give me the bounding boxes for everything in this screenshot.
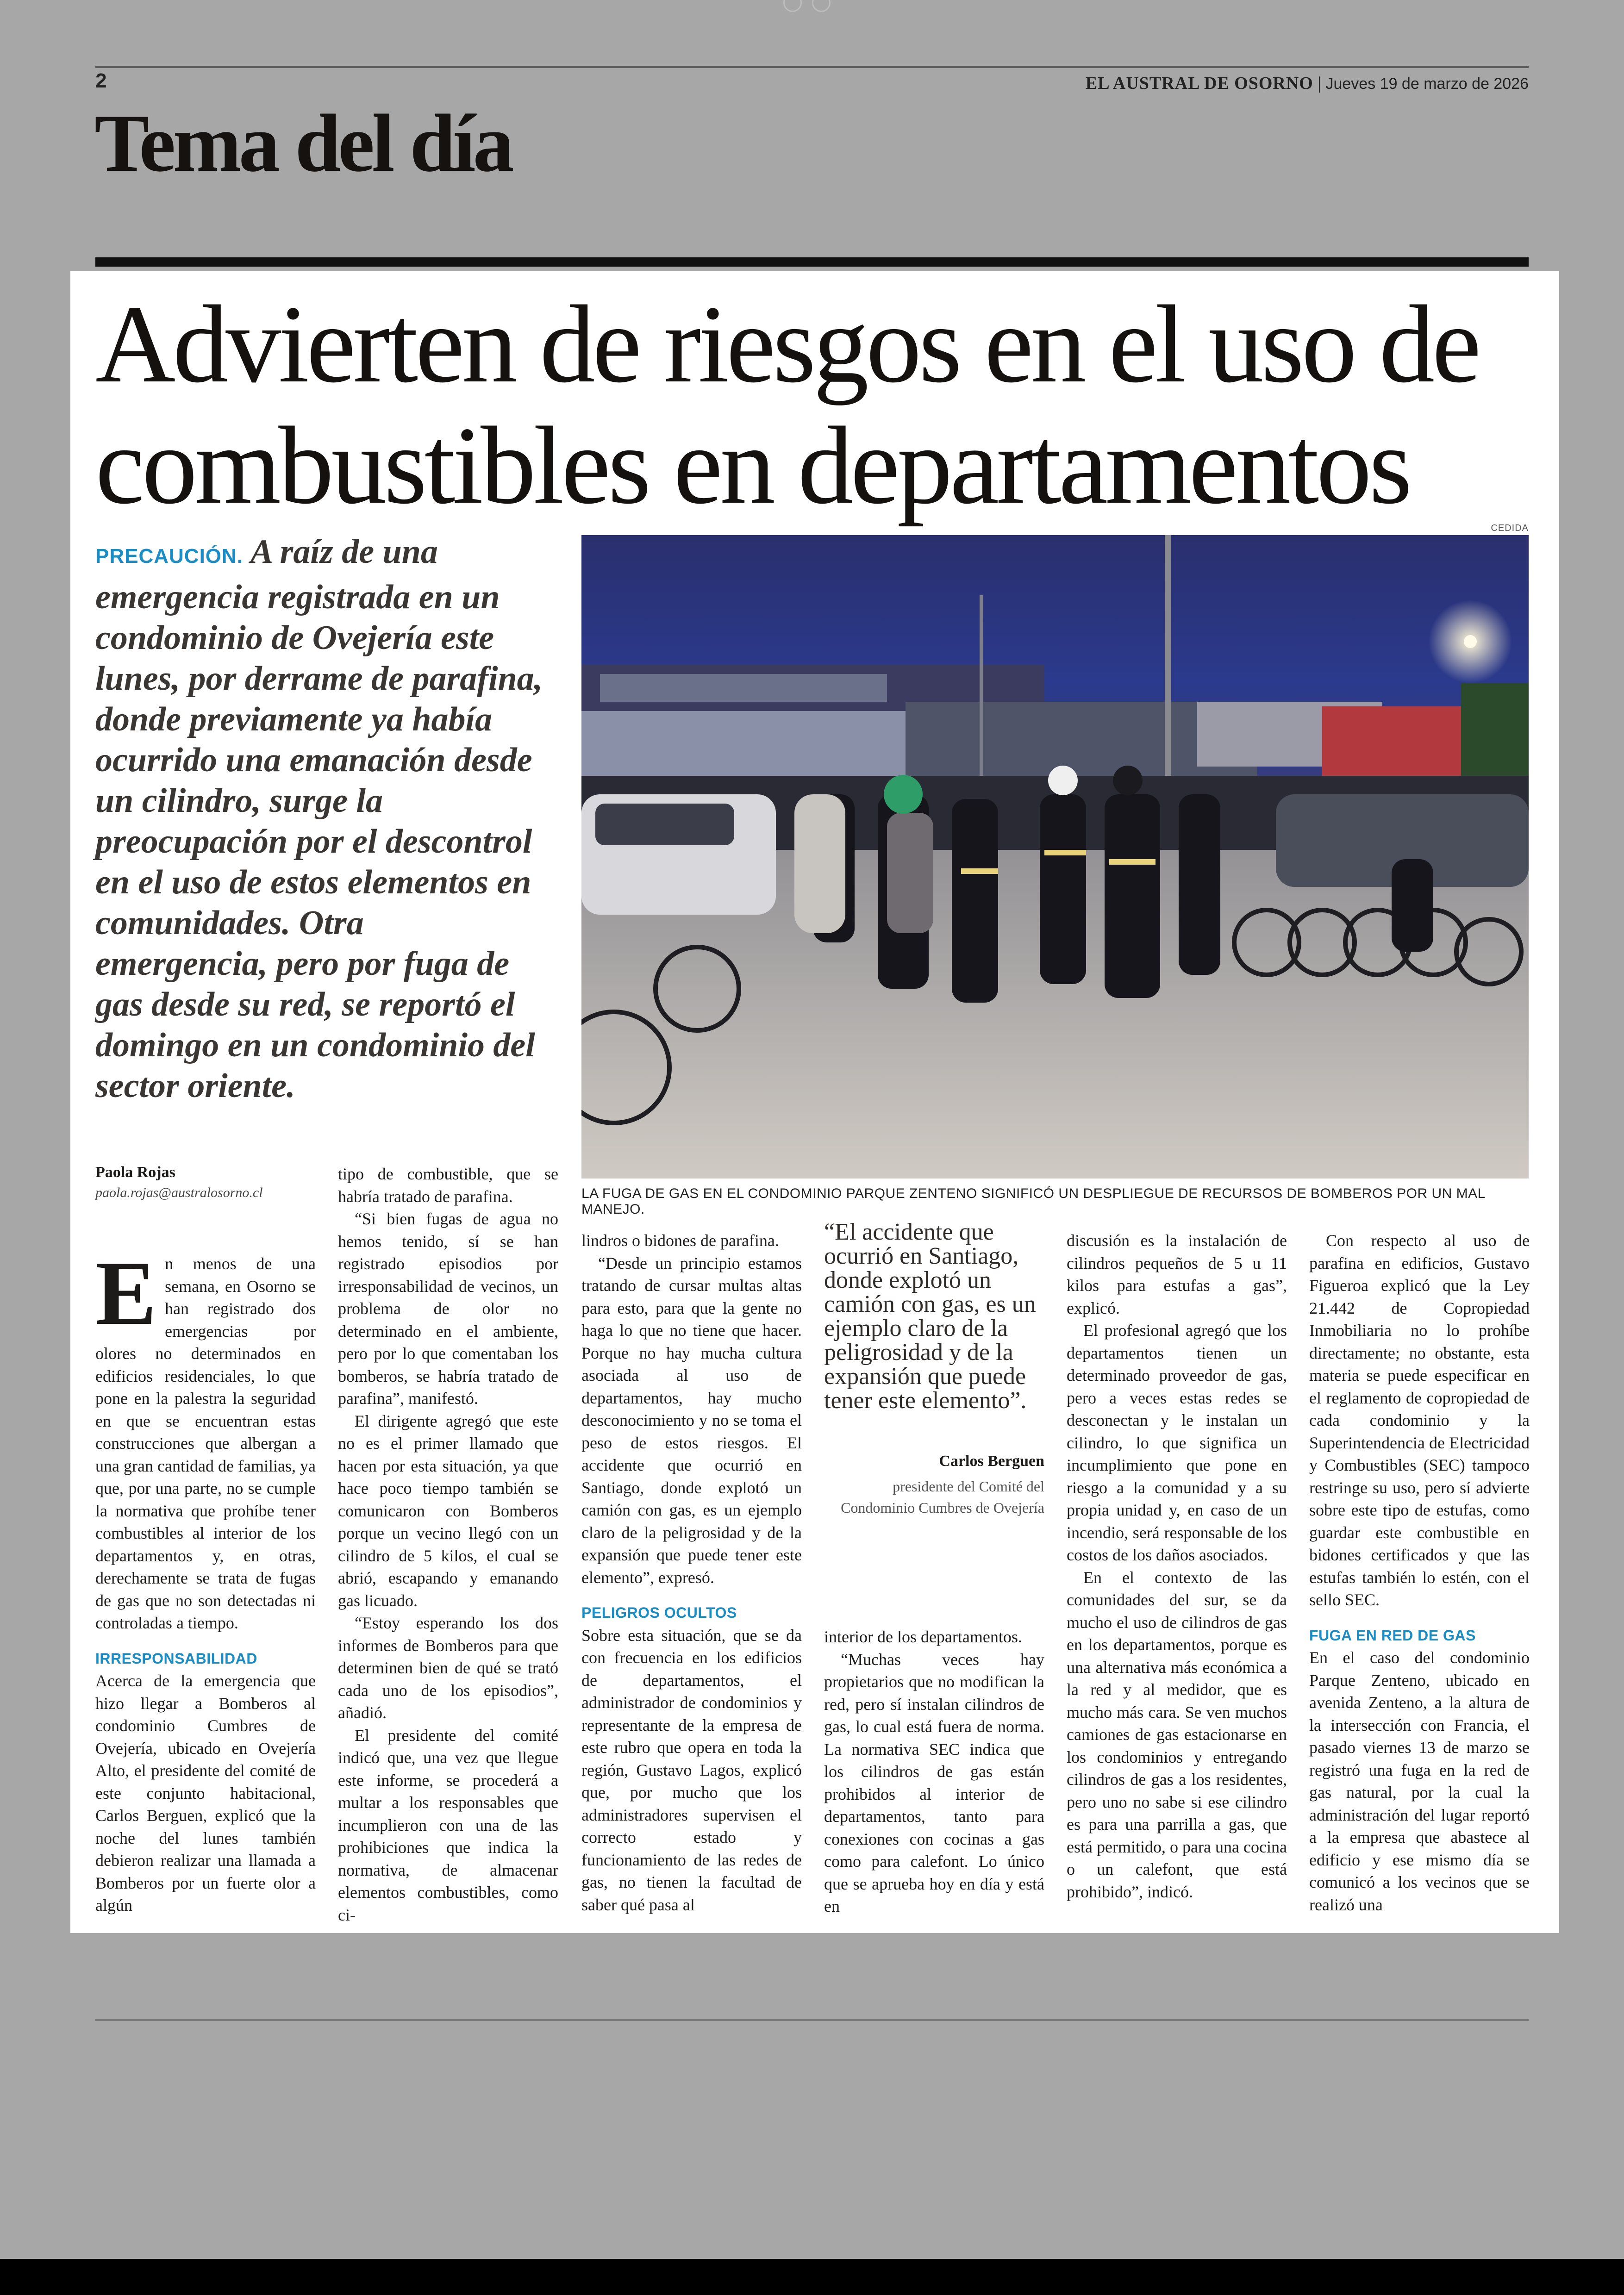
- lead-text: A raíz de una emergencia registrada en un condominio de Ovejería este lunes, por derrame de parafina, donde previamente ya había ocurrido una emanación desde un cilindro, surge la preocupación por el descontrol en el uso de estos elementos en comunidades. Otra emergencia, pero por fuga de gas desde su red, se reportó el domingo en un condominio del sector oriente.: [95, 533, 543, 1105]
- article-column-3: [581, 1229, 802, 1916]
- firefighters-photo-image: [581, 535, 1529, 1179]
- page-indicator-dots[interactable]: [783, 0, 843, 12]
- paragraph: [95, 1242, 316, 1634]
- lead-kicker: PRECAUCIÓN.: [95, 545, 244, 568]
- paragraph: El dirigente agregó que este no es el primer llamado que hacen por esta situación, ya que hace poco tiempo también se comunicaron con Bomberos porque un vecino llegó con un cilindro de 5 kilos, el cual se abrió, escapando y emanando gas licuado.: [338, 1411, 558, 1610]
- article-column-1: [95, 1242, 316, 1917]
- subheading: PELIGROS OCULTOS: [581, 1604, 737, 1621]
- paragraph: “Muchas veces hay propietarios que no modifican la red, pero sí instalan cilindros de gas, lo cual está fuera de norma. La normativa SEC indica que los cilindros de gas están prohibidos al interior de departamentos, tanto para conexiones con cocinas a gas como para calefont. Lo único que se aprueba hoy en día y está en: [824, 1650, 1044, 1915]
- paragraph: “Si bien fugas de agua no hemos tenido, sí se han registrado episodios por irresponsabilidad de vecinos, un problema de olor no determinado en el ambiente, pero por lo que comentaban los bomberos, se habría tratado de parafina”, manifestó.: [338, 1210, 558, 1408]
- paragraph: El profesional agregó que los departamentos tienen un determinado proveedor de gas, pero a veces estas redes se desconectan y le instalan un cilindro, lo que significa un incumplimiento que pone en riesgo a la comunidad y a su propia unidad y, en caso de un incendio, será responsable de los costos de los daños asociados.: [1067, 1321, 1287, 1564]
- article-headline: Advierten de riesgos en el uso de combustibles en departamentos: [95, 282, 1479, 527]
- newspaper-name: EL AUSTRAL DE OSORNO: [1085, 74, 1313, 93]
- article-column-2: [338, 1163, 558, 1926]
- page-number: 2: [95, 69, 107, 92]
- paragraph: Sobre esta situación, que se da con frecuencia en los edificios de departamentos, el administrador de condominios y representante de la empresa de este rubro que opera en toda la región, Gustavo Lagos, explicó que, por mucho que los administradores supervisen el correcto estado y funcionamiento de las redes de gas, no tienen la facultad de saber qué pasa al: [581, 1626, 802, 1914]
- paragraph-text: n menos de una semana, en Osorno se han registrado dos emergencias por olores no determinados en edificios residenciales, lo que pone en la palestra la seguridad en que se encuentran estas construcciones que albergan a una gran cantidad de familias, ya que, por una parte, no se cumple la normativa que prohíbe tener combustibles al interior de los departamentos y, en otras, derechamente se trata de fugas de gas que no son detectadas ni controladas a tiempo.: [95, 1254, 316, 1632]
- pull-quote: “El accidente que ocurrió en Santiago, donde explotó un camión con gas, es un ejemplo claro de la peligrosidad y de la expansión que puede tener este elemento”.: [824, 1219, 1036, 1414]
- drop-cap: E: [95, 1242, 157, 1344]
- paragraph: discusión es la instalación de cilindros pequeños de 5 u 11 kilos para estufas a gas”, explicó.: [1067, 1231, 1287, 1317]
- author-email[interactable]: paola.rojas@australosorno.cl: [95, 1185, 263, 1200]
- photo-caption: LA FUGA DE GAS EN EL CONDOMINIO PARQUE ZENTENO SIGNIFICÓ UN DESPLIEGUE DE RECURSOS DE BOMBEROS POR UN MAL MANEJO.: [581, 1186, 1485, 1217]
- masthead-separator: |: [1318, 74, 1321, 93]
- article-photo: [581, 535, 1529, 1179]
- section-title: Tema del día: [94, 97, 512, 189]
- paragraph: Acerca de la emergencia que hizo llegar a Bomberos al condominio Cumbres de Ovejería, ubicado en Ovejería Alto, el presidente del comité de este conjunto habitacional, Carlos Berguen, explicó que la noche del lunes también debieron realizar una llamada a Bomberos por un fuerte olor a algún: [95, 1671, 316, 1915]
- subheading: IRRESPONSABILIDAD: [95, 1650, 257, 1667]
- pull-quote-name: Carlos Berguen: [939, 1453, 1044, 1470]
- bottom-bar: [0, 2259, 1624, 2295]
- paragraph: Con respecto al uso de parafina en edificios, Gustavo Figueroa explicó que la Ley 21.442 de Copropiedad Inmobiliaria no lo prohíbe directamente; no obstante, esta materia se puede especificar en el reglamento de copropiedad de cada condominio y la Superintendencia de Electricidad y Combustibles (SEC) tampoco restringe su uso, pero sí advierte sobre este tipo de estufas, como guardar este combustible en bidones certificados y que las estufas también lo estén, con el sello SEC.: [1309, 1231, 1530, 1609]
- paragraph: El presidente del comité indicó que, una vez que llegue este informe, se procederá a multar a los responsables que incumplieron con una de las prohibiciones que indica la normativa, de almacenar elementos combustibles, como ci-: [338, 1726, 558, 1924]
- paragraph: “Estoy esperando los dos informes de Bomberos para que determinen bien de qué se trató cada uno de los episodios”, añadió.: [338, 1614, 558, 1722]
- masthead: [1086, 73, 1529, 94]
- article-lead: [95, 531, 544, 1106]
- paragraph: En el caso del condominio Parque Zenteno, ubicado en avenida Zenteno, a la altura de la intersección con Francia, el pasado viernes 13 de marzo se registró una fuga en la red de gas natural, por la cual la administración del lugar reportó a la empresa que abastece al edificio y ese mismo día se comunicó a los vecinos que se realizó una: [1309, 1648, 1530, 1914]
- footer-rule: [95, 2019, 1529, 2021]
- article-column-4: [824, 1626, 1044, 1918]
- article-column-6: [1309, 1229, 1530, 1916]
- paragraph: interior de los departamentos.: [824, 1628, 1022, 1646]
- paragraph: “Desde un principio estamos tratando de cursar multas altas para esto, para que la gente no haga lo que no tiene que hacer. Porque no hay mucha cultura asociada al uso de departamentos, hay mucho desconocimiento y no se toma el peso de estos riesgos. El accidente que ocurrió en Santiago, donde explotó un camión con gas, es un ejemplo claro de la peligrosidad y de la expansión que puede tener este elemento”, expresó.: [581, 1254, 802, 1587]
- photo-credit: CEDIDA: [1491, 523, 1529, 533]
- paragraph: lindros o bidones de parafina.: [581, 1231, 779, 1250]
- article-column-5: [1067, 1229, 1287, 1903]
- author-name: Paola Rojas: [95, 1164, 175, 1181]
- pull-quote-role: presidente del Comité del Condominio Cumbres de Ovejería: [841, 1478, 1044, 1516]
- header-rule: [95, 66, 1529, 68]
- section-rule: [95, 257, 1529, 267]
- byline: [95, 1164, 327, 1201]
- paragraph: En el contexto de las comunidades del sur, se da mucho el uso de cilindros de gas en los departamentos, porque es una alternativa más económica a la red y al medidor, que es mucho más cara. Se ven muchos camiones de gas estacionarse en los condominios y entregando cilindros de gas a los residentes, pero uno no sabe si ese cilindro es para una parrilla a gas, que está permitido, o para una cocina o un calefont, que está prohibido”, indicó.: [1067, 1568, 1287, 1901]
- subheading: FUGA EN RED DE GAS: [1309, 1627, 1476, 1644]
- issue-date: Jueves 19 de marzo de 2026: [1325, 75, 1529, 93]
- paragraph: tipo de combustible, que se habría tratado de parafina.: [338, 1165, 558, 1206]
